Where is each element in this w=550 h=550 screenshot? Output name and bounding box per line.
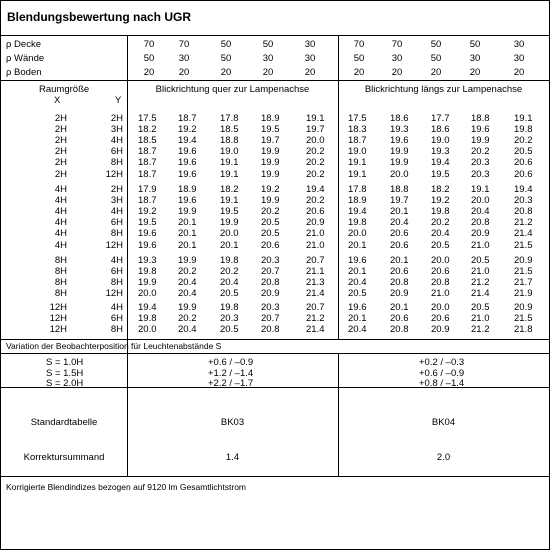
ugr-value: 20.0 bbox=[471, 195, 490, 207]
room-y: 6H bbox=[110, 266, 123, 278]
ugr-value: 20.0 bbox=[220, 228, 239, 240]
ugr-value: 19.1 bbox=[471, 184, 490, 195]
y-header: Y bbox=[115, 95, 122, 106]
ugr-value: 20.7 bbox=[261, 266, 280, 278]
ugr-value: 21.8 bbox=[514, 324, 533, 336]
reflectance-value: 50 bbox=[353, 53, 365, 64]
ugr-value: 19.2 bbox=[431, 195, 450, 207]
room-x: 4H bbox=[54, 217, 67, 229]
ugr-value: 19.7 bbox=[261, 135, 280, 147]
ugr-value: 19.9 bbox=[261, 168, 280, 180]
reflectance-value: 20 bbox=[304, 67, 316, 78]
footer-note: Korrigierte Blendindizes bezogen auf 9120 lm Gesamtlichtstrom bbox=[6, 482, 247, 492]
left-direction-title: Blickrichtung quer zur Lampenachse bbox=[155, 84, 310, 95]
ugr-value: 18.2 bbox=[138, 124, 157, 136]
ugr-value: 19.0 bbox=[220, 146, 239, 158]
ugr-value: 20.6 bbox=[306, 206, 325, 218]
ugr-value: 19.6 bbox=[471, 124, 490, 136]
ugr-value: 21.4 bbox=[306, 288, 325, 300]
ugr-value: 21.0 bbox=[471, 239, 490, 251]
ugr-value: 19.8 bbox=[138, 266, 157, 278]
reflectance-value: 30 bbox=[262, 53, 274, 64]
ugr-value: 20.4 bbox=[390, 217, 409, 229]
ugr-value: 19.8 bbox=[431, 206, 450, 218]
ugr-value: 19.1 bbox=[348, 168, 367, 180]
ugr-value: 20.1 bbox=[390, 255, 409, 266]
room-y: 2H bbox=[110, 184, 123, 195]
reflectance-value: 50 bbox=[143, 53, 155, 64]
room-x: 12H bbox=[49, 313, 67, 325]
ugr-value: 20.4 bbox=[178, 277, 197, 289]
ugr-value: 20.1 bbox=[178, 239, 197, 251]
ugr-value: 19.6 bbox=[178, 146, 197, 158]
ugr-value: 20.1 bbox=[390, 206, 409, 218]
ugr-value: 20.8 bbox=[390, 277, 409, 289]
reflectance-value: 20 bbox=[430, 67, 442, 78]
reflectance-value: 20 bbox=[262, 67, 274, 78]
standard-label: Standardtabelle bbox=[30, 417, 98, 428]
room-y: 8H bbox=[110, 277, 123, 289]
ugr-value: 20.2 bbox=[178, 313, 197, 325]
ugr-value: 21.4 bbox=[471, 288, 490, 300]
reflectance-value: 50 bbox=[430, 39, 442, 50]
standard-left: BK03 bbox=[220, 417, 245, 428]
ugr-value: 19.1 bbox=[348, 157, 367, 169]
ugr-value: 20.6 bbox=[390, 266, 409, 278]
room-y: 3H bbox=[110, 124, 123, 136]
ugr-value: 17.5 bbox=[138, 113, 157, 124]
ugr-value: 20.3 bbox=[514, 195, 533, 207]
ugr-value: 21.9 bbox=[514, 288, 533, 300]
ugr-value: 19.2 bbox=[178, 124, 197, 136]
room-y: 6H bbox=[110, 313, 123, 325]
ugr-value: 20.4 bbox=[471, 206, 490, 218]
ugr-value: 19.9 bbox=[390, 157, 409, 169]
ugr-value: 20.7 bbox=[306, 255, 325, 266]
room-x: 2H bbox=[54, 135, 67, 147]
variation-left: +0.6 / –0.9 bbox=[208, 357, 254, 368]
room-y: 8H bbox=[110, 228, 123, 240]
ugr-value: 20.9 bbox=[514, 255, 533, 266]
ugr-value: 20.6 bbox=[390, 228, 409, 240]
reflectance-label: ρ Decke bbox=[6, 39, 41, 50]
ugr-value: 18.5 bbox=[138, 135, 157, 147]
ugr-value: 21.2 bbox=[471, 324, 490, 336]
ugr-value: 19.8 bbox=[138, 313, 157, 325]
reflectance-value: 30 bbox=[391, 53, 403, 64]
ugr-value: 20.9 bbox=[431, 324, 450, 336]
ugr-value: 20.0 bbox=[138, 288, 157, 300]
room-size-label: Raumgröße bbox=[39, 84, 90, 95]
ugr-value: 20.1 bbox=[348, 266, 367, 278]
ugr-value: 20.6 bbox=[431, 313, 450, 325]
ugr-value: 18.7 bbox=[138, 168, 157, 180]
ugr-value: 20.2 bbox=[220, 266, 239, 278]
variation-left: +2.2 / –1.7 bbox=[208, 378, 254, 389]
ugr-value: 19.2 bbox=[138, 206, 157, 218]
reflectance-value: 30 bbox=[178, 53, 190, 64]
ugr-value: 20.7 bbox=[306, 302, 325, 313]
ugr-value: 20.3 bbox=[471, 157, 490, 169]
ugr-value: 20.6 bbox=[431, 266, 450, 278]
ugr-value: 20.2 bbox=[306, 195, 325, 207]
ugr-value: 21.5 bbox=[514, 313, 533, 325]
title-divider bbox=[1, 35, 549, 36]
ugr-value: 18.8 bbox=[220, 135, 239, 147]
ugr-value: 20.8 bbox=[261, 277, 280, 289]
ugr-value: 20.3 bbox=[471, 168, 490, 180]
ugr-value: 19.5 bbox=[431, 168, 450, 180]
ugr-value: 21.1 bbox=[306, 266, 325, 278]
ugr-value: 19.2 bbox=[261, 184, 280, 195]
ugr-value: 20.2 bbox=[306, 146, 325, 158]
room-y: 3H bbox=[110, 195, 123, 207]
reflectance-value: 20 bbox=[178, 67, 190, 78]
ugr-value: 18.9 bbox=[178, 184, 197, 195]
ugr-value: 19.9 bbox=[220, 217, 239, 229]
ugr-value: 19.4 bbox=[514, 184, 533, 195]
ugr-value: 20.4 bbox=[431, 228, 450, 240]
ugr-value: 20.2 bbox=[431, 217, 450, 229]
ugr-value: 17.7 bbox=[431, 113, 450, 124]
ugr-value: 19.6 bbox=[138, 228, 157, 240]
reflectance-value: 20 bbox=[469, 67, 481, 78]
ugr-value: 18.5 bbox=[220, 124, 239, 136]
ugr-value: 20.6 bbox=[514, 157, 533, 169]
ugr-value: 20.5 bbox=[348, 288, 367, 300]
ugr-value: 21.4 bbox=[514, 228, 533, 240]
ugr-value: 20.5 bbox=[471, 302, 490, 313]
ugr-value: 20.4 bbox=[348, 324, 367, 336]
correction-right: 2.0 bbox=[436, 452, 451, 463]
reflectance-value: 70 bbox=[353, 39, 365, 50]
ugr-value: 19.8 bbox=[220, 302, 239, 313]
ugr-value: 19.9 bbox=[178, 302, 197, 313]
ugr-value: 18.6 bbox=[390, 113, 409, 124]
ugr-value: 20.3 bbox=[261, 255, 280, 266]
ugr-value: 19.6 bbox=[390, 135, 409, 147]
ugr-value: 20.3 bbox=[261, 302, 280, 313]
ugr-value: 19.9 bbox=[261, 146, 280, 158]
ugr-value: 21.2 bbox=[471, 277, 490, 289]
room-x: 2H bbox=[54, 157, 67, 169]
ugr-value: 20.0 bbox=[138, 324, 157, 336]
room-x: 2H bbox=[54, 113, 67, 124]
ugr-value: 20.0 bbox=[390, 168, 409, 180]
ugr-value: 20.4 bbox=[178, 324, 197, 336]
ugr-value: 20.3 bbox=[220, 313, 239, 325]
ugr-value: 19.9 bbox=[390, 146, 409, 158]
ugr-value: 18.2 bbox=[220, 184, 239, 195]
ugr-value: 20.4 bbox=[348, 277, 367, 289]
table-bottom-divider bbox=[1, 339, 549, 340]
ugr-value: 20.5 bbox=[514, 146, 533, 158]
room-x: 12H bbox=[49, 302, 67, 313]
ugr-value: 19.1 bbox=[306, 113, 325, 124]
reflectance-value: 30 bbox=[304, 39, 316, 50]
variation-title: Variation der Beobachterposition für Leuchtenabstände S bbox=[6, 341, 222, 351]
variation-right: +0.2 / –0.3 bbox=[419, 357, 465, 368]
variation-title-divider bbox=[1, 353, 549, 354]
ugr-value: 20.0 bbox=[306, 135, 325, 147]
ugr-value: 20.2 bbox=[178, 266, 197, 278]
ugr-value: 19.6 bbox=[138, 239, 157, 251]
ugr-value: 21.2 bbox=[514, 217, 533, 229]
ugr-value: 19.9 bbox=[261, 195, 280, 207]
room-x: 2H bbox=[54, 168, 67, 180]
ugr-value: 21.7 bbox=[514, 277, 533, 289]
room-y: 2H bbox=[110, 113, 123, 124]
ugr-value: 20.1 bbox=[220, 239, 239, 251]
ugr-value: 19.1 bbox=[220, 168, 239, 180]
ugr-value: 21.3 bbox=[306, 277, 325, 289]
reflectance-divider bbox=[1, 80, 549, 81]
ugr-value: 17.9 bbox=[138, 184, 157, 195]
room-x: 8H bbox=[54, 255, 67, 266]
ugr-value: 19.4 bbox=[348, 206, 367, 218]
room-y: 4H bbox=[110, 302, 123, 313]
reflectance-value: 70 bbox=[178, 39, 190, 50]
ugr-value: 19.8 bbox=[220, 255, 239, 266]
room-x: 2H bbox=[54, 124, 67, 136]
ugr-value: 20.1 bbox=[390, 302, 409, 313]
ugr-value: 21.4 bbox=[306, 324, 325, 336]
reflectance-value: 20 bbox=[391, 67, 403, 78]
ugr-value: 20.2 bbox=[306, 157, 325, 169]
ugr-value: 19.7 bbox=[306, 124, 325, 136]
ugr-value: 19.1 bbox=[514, 113, 533, 124]
ugr-value: 19.1 bbox=[220, 157, 239, 169]
room-y: 4H bbox=[110, 135, 123, 147]
ugr-value: 18.6 bbox=[431, 124, 450, 136]
room-x: 2H bbox=[54, 146, 67, 158]
room-y: 12H bbox=[105, 239, 123, 251]
ugr-value: 21.0 bbox=[471, 266, 490, 278]
ugr-value: 19.4 bbox=[431, 157, 450, 169]
ugr-value: 19.9 bbox=[178, 206, 197, 218]
ugr-value: 20.5 bbox=[471, 255, 490, 266]
ugr-value: 20.8 bbox=[431, 277, 450, 289]
ugr-value: 17.8 bbox=[348, 184, 367, 195]
ugr-value: 20.8 bbox=[514, 206, 533, 218]
room-x: 8H bbox=[54, 277, 67, 289]
standard-right: BK04 bbox=[431, 417, 456, 428]
ugr-value: 17.8 bbox=[220, 113, 239, 124]
ugr-value: 19.5 bbox=[138, 217, 157, 229]
direction-divider bbox=[338, 35, 339, 339]
ugr-value: 19.9 bbox=[261, 157, 280, 169]
ugr-value: 19.0 bbox=[431, 135, 450, 147]
ugr-value: 19.1 bbox=[220, 195, 239, 207]
ugr-value: 20.4 bbox=[178, 288, 197, 300]
spacing-label: S = 1.0H bbox=[46, 357, 84, 368]
ugr-value: 20.0 bbox=[431, 255, 450, 266]
ugr-value: 17.5 bbox=[348, 113, 367, 124]
ugr-value: 20.9 bbox=[390, 288, 409, 300]
ugr-value: 21.0 bbox=[306, 228, 325, 240]
ugr-value: 20.5 bbox=[261, 228, 280, 240]
room-x: 4H bbox=[54, 239, 67, 251]
page-title: Blendungsbewertung nach UGR bbox=[7, 10, 192, 24]
ugr-value: 21.5 bbox=[514, 239, 533, 251]
ugr-value: 21.0 bbox=[471, 313, 490, 325]
spacing-label: S = 2.0H bbox=[46, 378, 84, 389]
ugr-value: 20.9 bbox=[471, 228, 490, 240]
room-x: 4H bbox=[54, 184, 67, 195]
ugr-value: 20.5 bbox=[431, 239, 450, 251]
correction-label: Korrektursummand bbox=[23, 452, 105, 463]
reflectance-value: 50 bbox=[469, 39, 481, 50]
room-y: 4H bbox=[110, 206, 123, 218]
reflectance-value: 50 bbox=[220, 39, 232, 50]
ugr-value: 19.5 bbox=[261, 124, 280, 136]
ugr-value: 21.0 bbox=[306, 239, 325, 251]
reflectance-value: 30 bbox=[513, 39, 525, 50]
ugr-value: 20.4 bbox=[220, 277, 239, 289]
ugr-value: 19.5 bbox=[220, 206, 239, 218]
room-y: 6H bbox=[110, 146, 123, 158]
ugr-value: 19.3 bbox=[431, 146, 450, 158]
correction-divider bbox=[1, 476, 549, 477]
correction-left: 1.4 bbox=[225, 452, 240, 463]
ugr-value: 20.9 bbox=[306, 217, 325, 229]
ugr-value: 18.9 bbox=[348, 195, 367, 207]
ugr-value: 21.2 bbox=[306, 313, 325, 325]
reflectance-value: 20 bbox=[353, 67, 365, 78]
ugr-value: 19.6 bbox=[178, 195, 197, 207]
ugr-value: 19.9 bbox=[178, 255, 197, 266]
ugr-value: 20.1 bbox=[178, 228, 197, 240]
ugr-value: 20.8 bbox=[471, 217, 490, 229]
ugr-value: 20.1 bbox=[178, 217, 197, 229]
reflectance-value: 20 bbox=[220, 67, 232, 78]
reflectance-value: 50 bbox=[262, 39, 274, 50]
ugr-value: 18.2 bbox=[431, 184, 450, 195]
ugr-value: 20.2 bbox=[306, 168, 325, 180]
ugr-value: 18.7 bbox=[138, 157, 157, 169]
ugr-value: 19.6 bbox=[178, 168, 197, 180]
ugr-value: 20.5 bbox=[220, 324, 239, 336]
room-x: 4H bbox=[54, 206, 67, 218]
ugr-value: 19.6 bbox=[348, 302, 367, 313]
label-column-divider bbox=[127, 35, 128, 476]
ugr-value: 20.5 bbox=[220, 288, 239, 300]
ugr-value: 20.9 bbox=[261, 288, 280, 300]
ugr-value: 20.0 bbox=[431, 302, 450, 313]
ugr-value: 19.4 bbox=[178, 135, 197, 147]
variation-right: +0.6 / –0.9 bbox=[419, 367, 465, 379]
ugr-value: 19.6 bbox=[348, 255, 367, 266]
ugr-value: 19.0 bbox=[348, 146, 367, 158]
ugr-value: 20.2 bbox=[471, 146, 490, 158]
ugr-value: 19.8 bbox=[348, 217, 367, 229]
reflectance-value: 50 bbox=[430, 53, 442, 64]
reflectance-value: 30 bbox=[513, 53, 525, 64]
reflectance-value: 70 bbox=[143, 39, 155, 50]
spacing-label: S = 1.5H bbox=[46, 367, 84, 379]
ugr-value: 18.7 bbox=[178, 113, 197, 124]
ugr-value: 18.8 bbox=[471, 113, 490, 124]
ugr-value: 19.8 bbox=[514, 124, 533, 136]
ugr-value: 18.3 bbox=[348, 124, 367, 136]
ugr-value: 20.1 bbox=[348, 239, 367, 251]
reflectance-value: 20 bbox=[143, 67, 155, 78]
reflectance-value: 30 bbox=[469, 53, 481, 64]
ugr-value: 20.6 bbox=[390, 239, 409, 251]
ugr-value: 19.3 bbox=[138, 255, 157, 266]
room-x: 8H bbox=[54, 288, 67, 300]
ugr-value: 20.1 bbox=[348, 313, 367, 325]
reflectance-label: ρ Wände bbox=[6, 53, 45, 64]
ugr-value: 19.3 bbox=[390, 124, 409, 136]
room-x: 8H bbox=[54, 266, 67, 278]
room-x: 4H bbox=[54, 228, 67, 240]
x-header: X bbox=[54, 95, 61, 106]
ugr-value: 20.9 bbox=[514, 302, 533, 313]
ugr-value: 20.0 bbox=[348, 228, 367, 240]
room-y: 4H bbox=[110, 255, 123, 266]
ugr-value: 18.7 bbox=[348, 135, 367, 147]
ugr-value: 19.7 bbox=[390, 195, 409, 207]
room-y: 8H bbox=[110, 157, 123, 169]
ugr-value: 19.9 bbox=[138, 277, 157, 289]
ugr-value: 19.4 bbox=[138, 302, 157, 313]
ugr-value: 20.8 bbox=[261, 324, 280, 336]
variation-right: +0.8 / –1.4 bbox=[419, 378, 465, 389]
ugr-value: 20.2 bbox=[261, 206, 280, 218]
ugr-value: 20.8 bbox=[390, 324, 409, 336]
ugr-value: 20.5 bbox=[261, 217, 280, 229]
ugr-value: 18.7 bbox=[138, 146, 157, 158]
ugr-value: 21.5 bbox=[514, 266, 533, 278]
room-y: 8H bbox=[110, 324, 123, 336]
reflectance-value: 50 bbox=[220, 53, 232, 64]
reflectance-value: 30 bbox=[304, 53, 316, 64]
ugr-value: 20.2 bbox=[514, 135, 533, 147]
ugr-value: 18.7 bbox=[138, 195, 157, 207]
ugr-value: 20.6 bbox=[261, 239, 280, 251]
room-x: 4H bbox=[54, 195, 67, 207]
reflectance-value: 70 bbox=[391, 39, 403, 50]
ugr-value: 20.7 bbox=[261, 313, 280, 325]
room-y: 6H bbox=[110, 217, 123, 229]
variation-left: +1.2 / –1.4 bbox=[208, 367, 254, 379]
room-y: 12H bbox=[105, 168, 123, 180]
ugr-value: 18.9 bbox=[261, 113, 280, 124]
ugr-value: 18.8 bbox=[390, 184, 409, 195]
reflectance-value: 20 bbox=[513, 67, 525, 78]
ugr-value: 19.4 bbox=[306, 184, 325, 195]
ugr-value: 20.6 bbox=[514, 168, 533, 180]
ugr-value: 21.0 bbox=[431, 288, 450, 300]
ugr-value: 19.9 bbox=[471, 135, 490, 147]
room-y: 12H bbox=[105, 288, 123, 300]
right-direction-title: Blickrichtung längs zur Lampenachse bbox=[364, 84, 523, 95]
ugr-value: 20.6 bbox=[390, 313, 409, 325]
reflectance-label: ρ Boden bbox=[6, 67, 42, 78]
ugr-value: 19.6 bbox=[178, 157, 197, 169]
room-x: 12H bbox=[49, 324, 67, 336]
